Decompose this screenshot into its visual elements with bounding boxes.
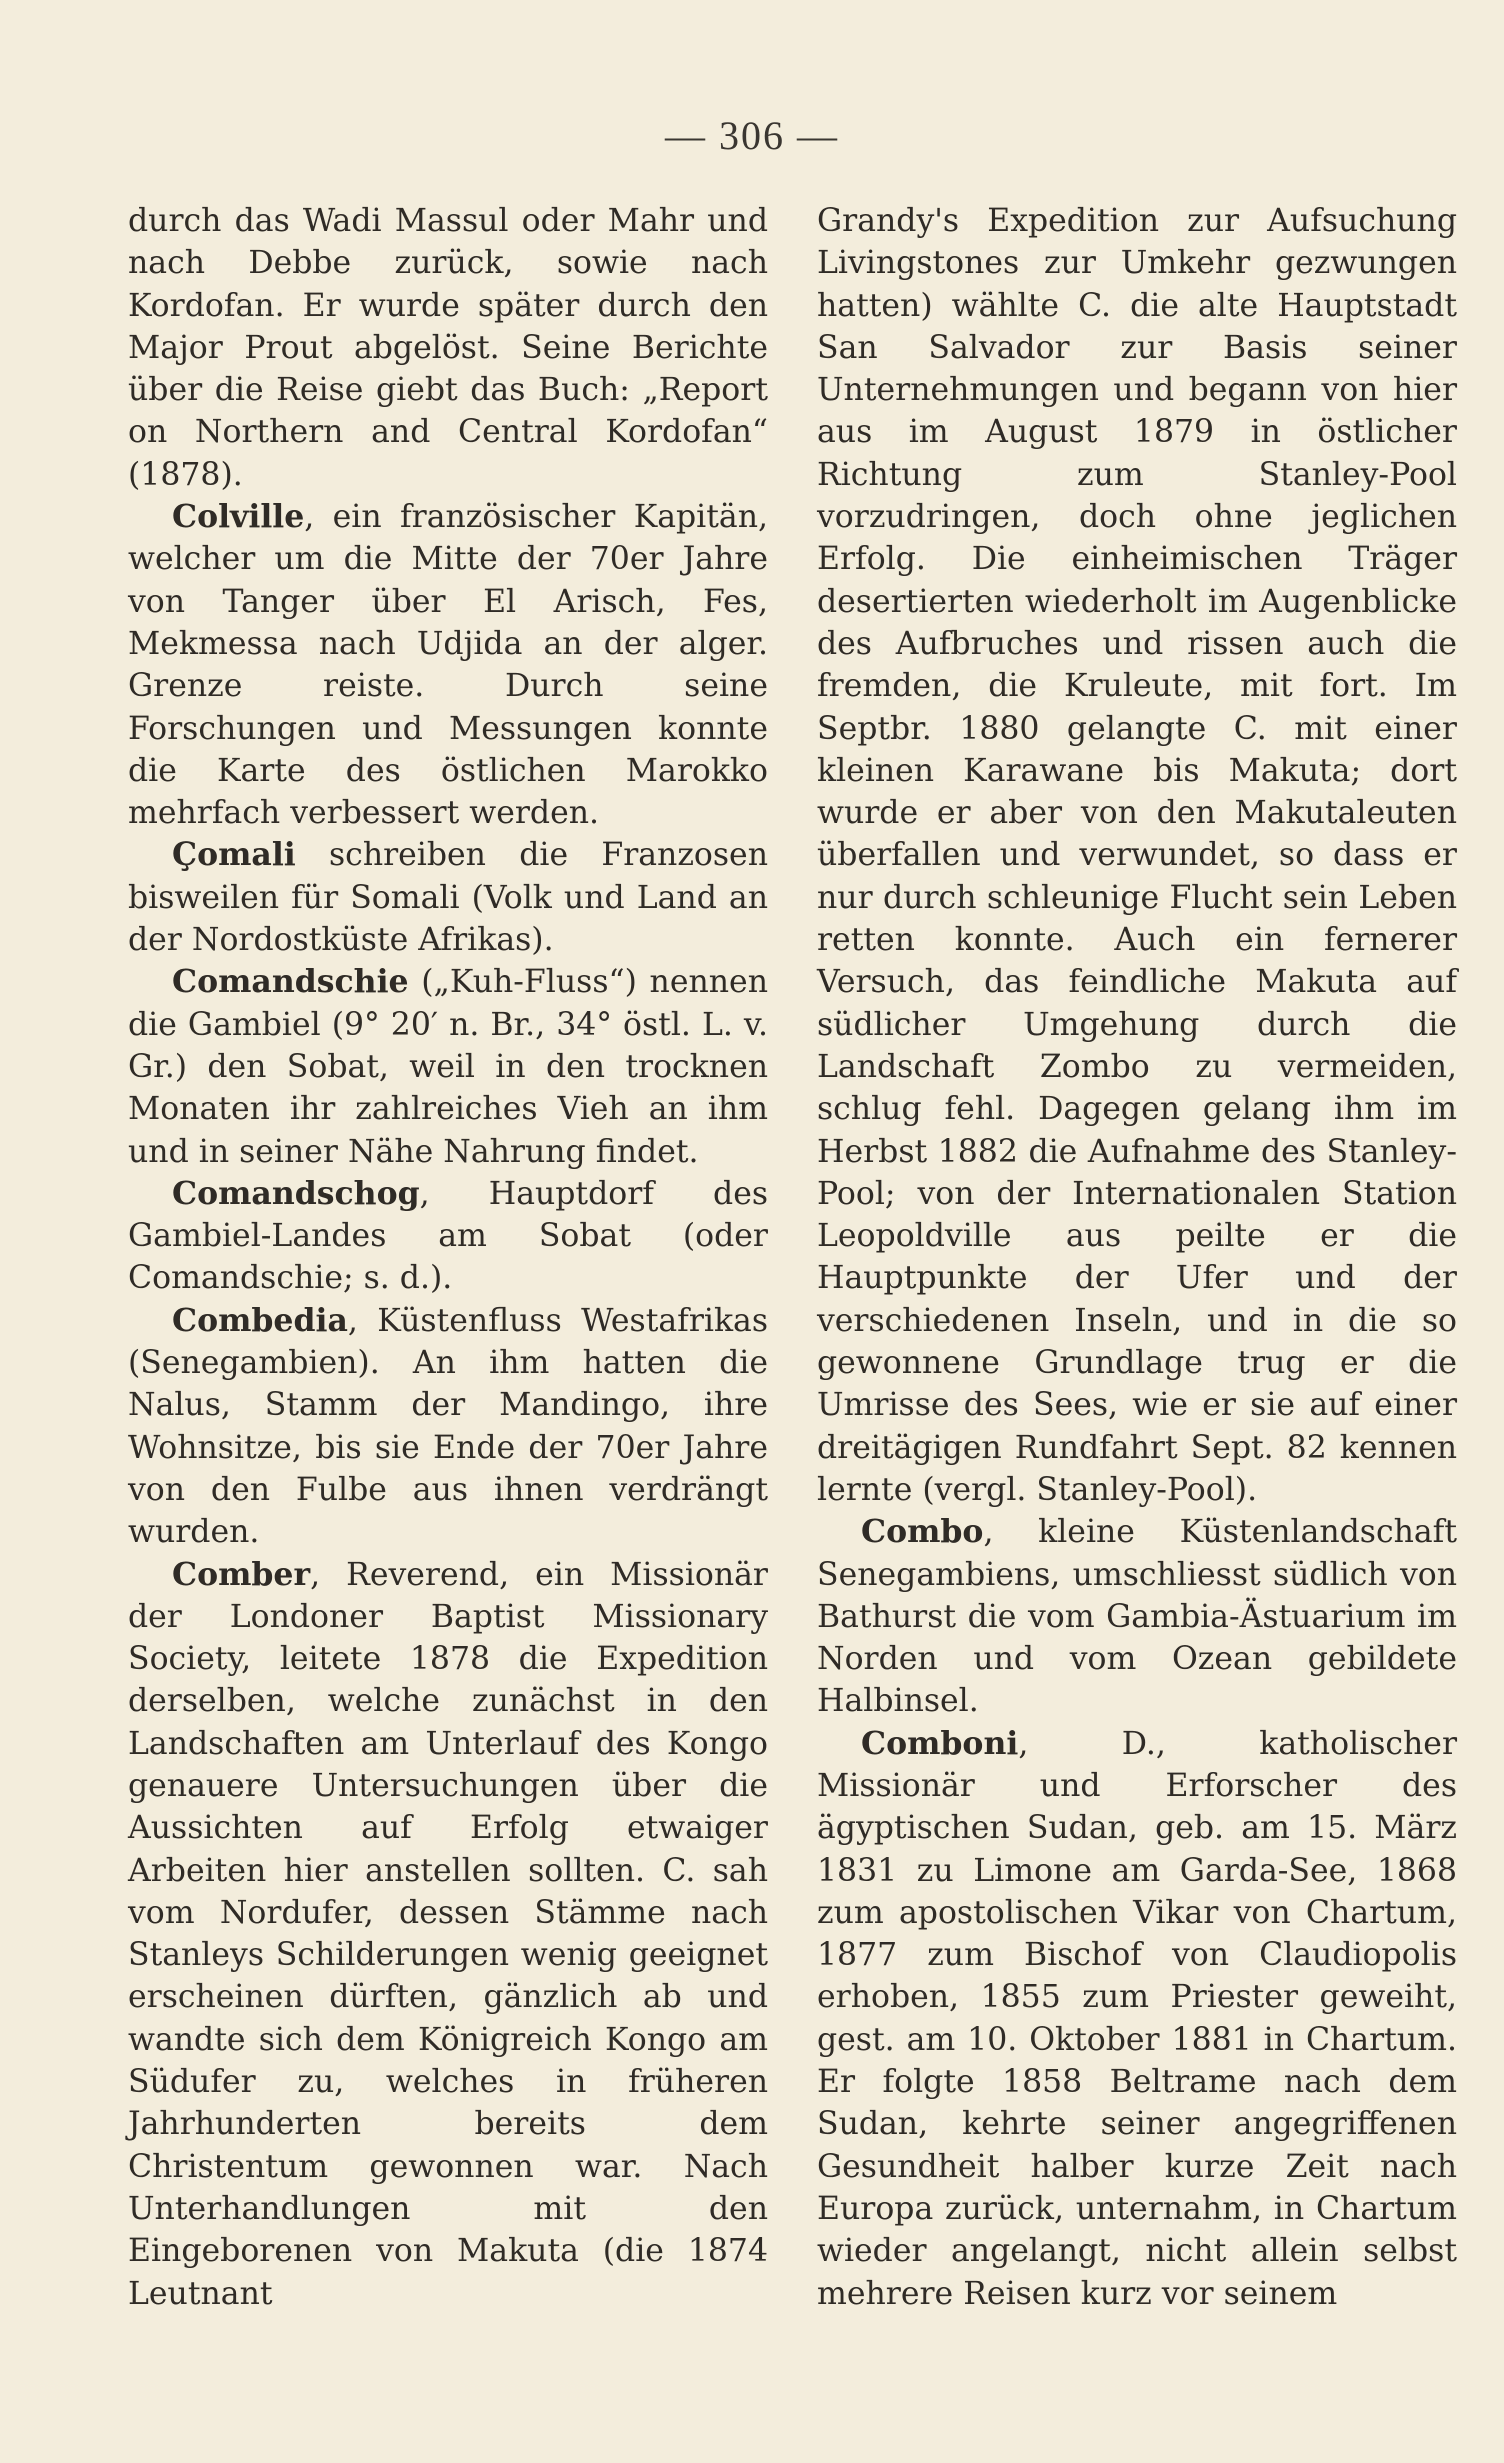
entry-paragraph [817,1723,1457,2315]
entry-text: Grandy's Expedition zur Aufsuchung Livingstones zur Umkehr gezwungen hatten) wählte C. die alte Hauptstadt San Salvador zur Basis seiner Unternehmungen und begann von hier aus im August 1879 in östlicher Richtung zum Stanley-Pool vorzudringen, doch ohne jeglichen Erfolg. Die einheimischen Träger desertierten wiederholt im Augenblicke des Aufbruches und rissen auch die fremden, die Kruleute, mit fort. Im Septbr. 1880 gelangte C. mit einer kleinen Karawane bis Makuta; dort wurde er aber von den Makutaleuten überfallen und verwundet, so dass er nur durch schleunige Flucht sein Leben retten konnte. Auch ein fernerer Versuch, das feindliche Makuta auf südlicher Umgehung durch die Landschaft Zombo zu vermeiden, schlug fehl. Dagegen gelang ihm im Herbst 1882 die Aufnahme des Stanley-Pool; von der Internationalen Station Leopoldville aus peilte er die Hauptpunkte der Ufer und der verschiedenen Inseln, und in die so gewonnene Grundlage trug er die Umrisse des Sees, wie er sie auf einer dreitägigen Rundfahrt Sept. 82 kennen lernte (vergl. Stanley-Pool). [817,203,1457,1508]
entry-paragraph [817,1511,1457,1722]
entry-lemma: Comandschog [172,1174,420,1212]
entry-lemma: Combedia [172,1301,348,1339]
entry-lemma: Comber [172,1555,311,1593]
page-number: — 306 — [665,113,839,158]
entry-paragraph [817,200,1457,1511]
entry-text: durch das Wadi Massul oder Mahr und nach Debbe zurück, sowie nach Kordofan. Er wurde später durch den Major Prout abgelöst. Seine Berichte über die Reise giebt das Buch: „Report on Northern and Central Kordofan“ (1878). [128,203,768,493]
entry-lemma: Comandschie [172,963,409,1001]
entry-text: , kleine Küstenlandschaft Senegambiens, umschliesst südlich von Bathurst die vom Gambia-Ästuarium im Norden und vom Ozean gebildete Halbinsel. [817,1514,1457,1720]
entry-paragraph [128,1173,768,1300]
entry-text: („Kuh-Fluss“) nennen die Gambiel (9° 20′ n. Br., 34° östl. L. v. Gr.) den Sobat, weil in den trocknen Monaten ihr zahlreiches Vieh an ihm und in seiner Nähe Nahrung findet. [128,964,768,1170]
entry-paragraph [128,496,768,834]
entry-text: , D., katholischer Missionär und Erforscher des ägyptischen Sudan, geb. am 15. März 1831 zu Limone am Garda-See, 1868 zum apostolischen Vikar von Chartum, 1877 zum Bischof von Claudiopolis erhoben, 1855 zum Priester geweiht, gest. am 10. Oktober 1881 in Chartum. Er folgte 1858 Beltrame nach dem Sudan, kehrte seiner angegriffenen Gesundheit halber kurze Zeit nach Europa zurück, unternahm, in Chartum wieder angelangt, nicht allein selbst mehrere Reisen kurz vor seinem [817,1725,1457,2312]
entry-text: , Küstenfluss Westafrikas (Senegambien). An ihm hatten die Nalus, Stamm der Mandingo, ihre Wohnsitze, bis sie Ende der 70er Jahre von den Fulbe aus ihnen verdrängt wurden. [128,1302,768,1551]
entry-paragraph [128,1554,768,2315]
left-column [128,200,768,2315]
entry-text: , Hauptdorf des Gambiel-Landes am Sobat (oder Comandschie; s. d.). [128,1175,768,1297]
entry-text: , ein französischer Kapitän, welcher um die Mitte der 70er Jahre von Tanger über El Arisch, Fes, Mekmessa nach Udjida an der alger. Grenze reiste. Durch seine Forschungen und Messungen konnte die Karte des östlichen Marokko mehrfach verbessert werden. [128,499,768,832]
entry-text: , Reverend, ein Missionär der Londoner Baptist Missionary Society, leitete 1878 die Expedition derselben, welche zunächst in den Landschaften am Unterlauf des Kongo genauere Untersuchungen über die Aussichten auf Erfolg etwaiger Arbeiten hier anstellen sollten. C. sah vom Nordufer, dessen Stämme nach Stanleys Schilderungen wenig geeignet erscheinen dürften, gänzlich ab und wandte sich dem Königreich Kongo am Südufer zu, welches in früheren Jahrhunderten bereits dem Christentum gewonnen war. Nach Unterhandlungen mit den Eingeborenen von Makuta (die 1874 Leutnant [128,1556,768,2312]
entry-paragraph [128,1300,768,1554]
right-column [817,200,1457,2315]
entry-paragraph [128,834,768,961]
entry-lemma: Combo [861,1513,984,1551]
entry-lemma: Çomali [172,836,296,874]
entry-lemma: Colville [172,498,305,536]
entry-lemma: Comboni [861,1724,1019,1762]
entry-text: schreiben die Franzosen bisweilen für Somali (Volk und Land an der Nordostküste Afrikas). [128,837,768,959]
entry-paragraph [128,961,768,1172]
entry-paragraph [128,200,768,496]
